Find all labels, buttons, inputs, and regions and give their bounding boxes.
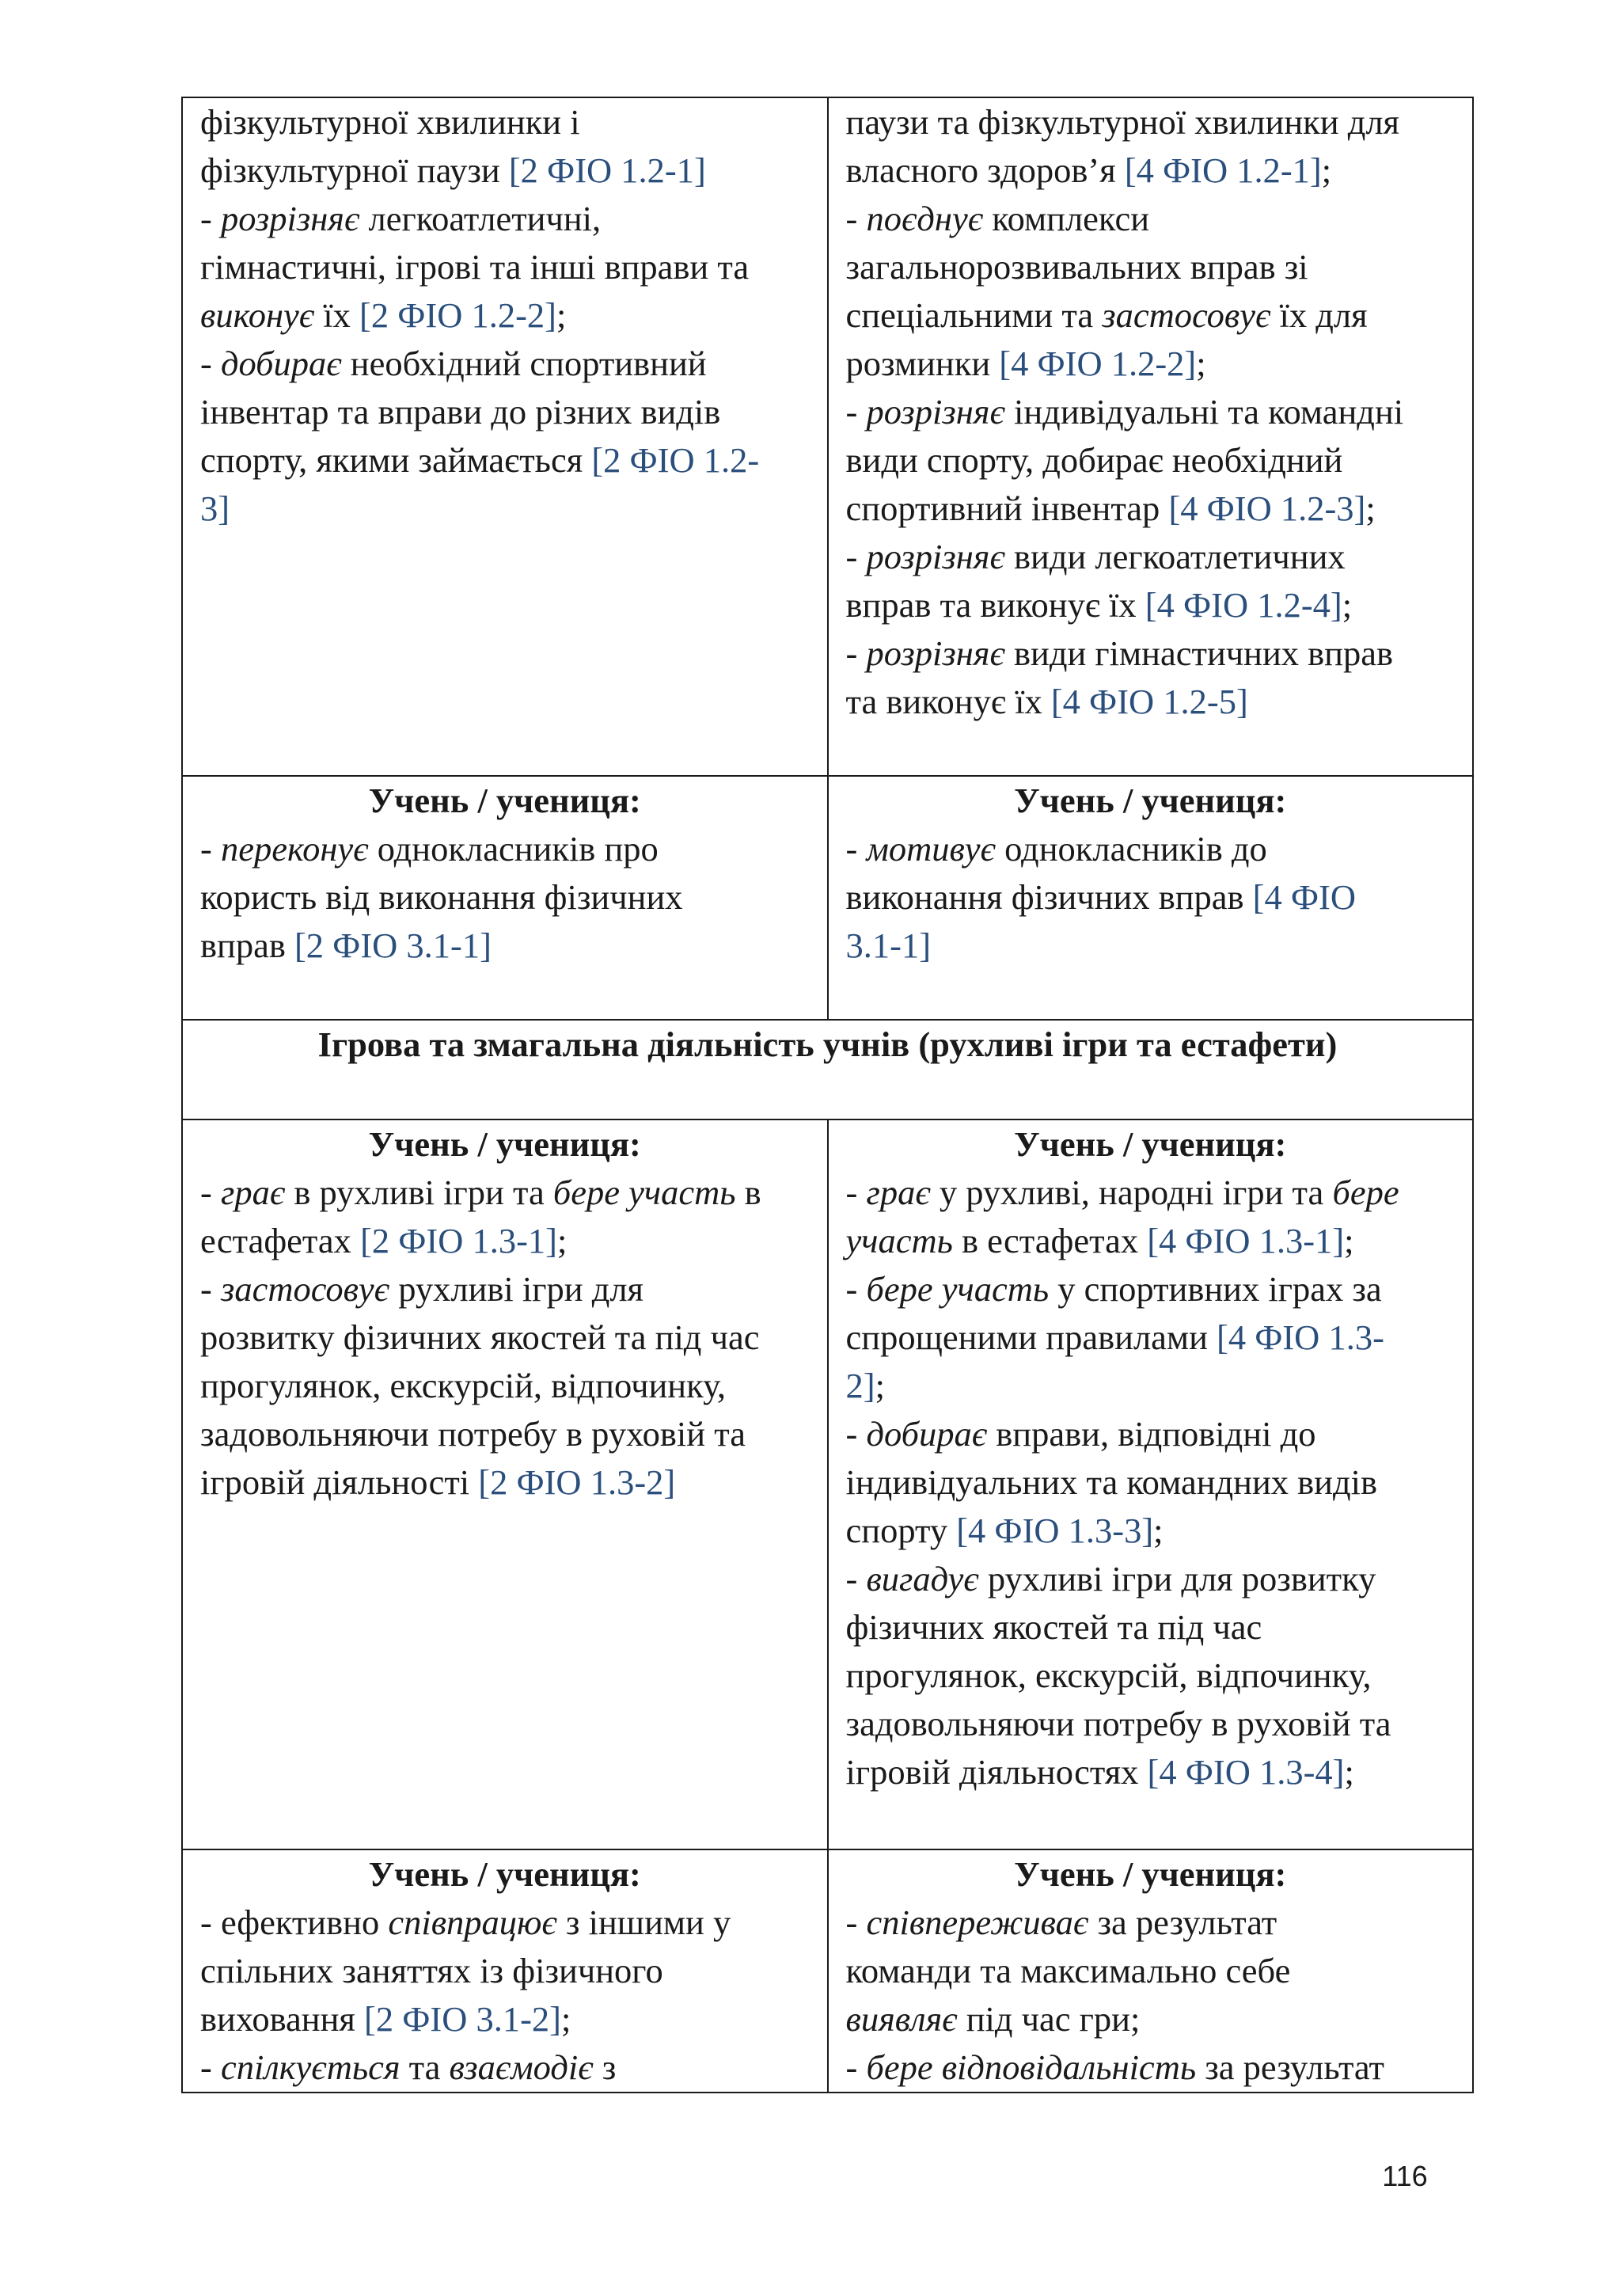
text-line [200,1362,810,1410]
text-span: - [200,1269,221,1309]
emphasized-verb: грає [866,1173,931,1212]
text-line [846,581,1456,629]
text-line [846,436,1456,485]
reference-code: [2 ФІО 1.3-2] [478,1462,676,1502]
text-line [200,243,810,291]
text-span: ; [1342,585,1353,625]
table-cell-right [828,1849,1474,2093]
text-line [200,195,810,243]
emphasized-verb: співпереживає [866,1903,1089,1942]
emphasized-verb: участь [845,1221,953,1260]
text-span: Учень / учениця: [368,781,641,820]
emphasized-verb: бере відповідальність [866,2047,1197,2087]
reference-code: [4 ФІО 1.3-3] [956,1511,1154,1550]
text-span: гімнастичні, ігрові та інші вправи та [200,247,750,287]
text-line [846,1748,1456,1796]
text-line [200,1947,810,1995]
text-span: фізичних якостей та під час [845,1607,1262,1647]
text-span: - [200,1173,221,1212]
text-span: рухливі ігри для [389,1269,644,1309]
text-span: спорту, якими займається [200,440,592,480]
emphasized-verb: бере участь [552,1173,736,1212]
emphasized-verb: мотивує [866,829,996,869]
text-span: задовольняючи потребу в руховій та [845,1704,1391,1743]
text-span: спільних заняттях із фізичного [200,1951,663,1990]
text-line [846,146,1456,195]
text-line [200,291,810,340]
text-line [846,533,1456,581]
text-span: з іншими у [556,1903,731,1942]
text-span: Учень / учениця: [1014,1854,1287,1894]
text-line [846,629,1456,678]
text-span: - [200,829,221,869]
text-span: - [845,829,867,869]
text-span: паузи та фізкультурної хвилинки для [845,102,1400,142]
text-span: - [200,199,221,238]
text-line [846,1603,1456,1652]
text-line [846,1313,1456,1362]
text-line [846,1700,1456,1748]
text-span: в рухливі ігри та [285,1173,553,1212]
text-line [846,98,1456,146]
text-span: у спортивних іграх за [1049,1269,1382,1309]
text-span: - [845,633,867,673]
table-cell-left [182,776,828,1020]
emphasized-verb: розрізняє [866,633,1005,673]
text-span: та [400,2047,450,2087]
text-span: індивідуальні та командні [1004,392,1404,431]
text-line [846,1362,1456,1410]
text-line [200,873,810,922]
text-span: їх для [1270,295,1368,335]
text-line [200,825,810,873]
text-span: однокласників про [368,829,659,869]
table-row [182,1849,1473,2093]
reference-code: [2 ФІО 1.2-2] [359,295,556,335]
table-cell-right [828,97,1474,776]
text-line [846,388,1456,436]
text-span: власного здоров’я [845,150,1125,190]
reference-code: [4 ФІО 1.3- [1217,1317,1384,1357]
cell-heading [200,1850,810,1899]
reference-code: 2] [845,1366,875,1405]
emphasized-verb: застосовує [1102,295,1271,335]
text-span: - [845,1414,867,1454]
text-span: Учень / учениця: [368,1854,641,1894]
table-row [182,1119,1473,1849]
emphasized-verb: бере [1332,1173,1399,1212]
text-span: - [845,1173,867,1212]
text-line [200,98,810,146]
text-span: ігровій діяльності [200,1462,479,1502]
text-line [200,1265,810,1313]
table-cell-right [828,776,1474,1020]
table-cell-left [182,1849,828,2093]
reference-code: [2 ФІО 1.2-1] [508,150,706,190]
text-span: - ефективно [200,1903,389,1942]
text-line [846,340,1456,388]
reference-code: [2 ФІО 3.1-2] [364,1999,561,2039]
cell-heading [846,1850,1456,1899]
emphasized-verb: спілкується [220,2047,401,2087]
reference-code: [4 ФІО 1.3-1] [1147,1221,1345,1260]
text-line [846,1555,1456,1603]
text-span: однокласників до [995,829,1267,869]
text-span: команди та максимально себе [845,1951,1291,1990]
text-span: види легкоатлетичних [1004,537,1346,576]
reference-code: [4 ФІО [1252,877,1356,917]
text-line [846,291,1456,340]
text-span: прогулянок, екскурсій, відпочинку, [200,1366,727,1405]
text-line [846,1217,1456,1265]
text-line [200,2043,810,2092]
text-span: - [845,537,867,576]
text-span: з [593,2047,617,2087]
text-line [846,485,1456,533]
text-span: прогулянок, екскурсій, відпочинку, [845,1655,1372,1695]
text-span: під час гри; [957,1999,1141,2039]
text-span: в [735,1173,761,1212]
text-span: загальнорозвивальних вправ зі [845,247,1308,287]
text-line [200,1169,810,1217]
emphasized-verb: виконує [200,295,315,335]
table-cell-left [182,97,828,776]
text-span: естафетах [200,1221,361,1260]
text-line [846,1947,1456,1995]
cell-heading [846,777,1456,825]
text-span: задовольняючи потребу в руховій та [200,1414,746,1454]
emphasized-verb: бере участь [866,1269,1050,1309]
text-span: ; [1196,344,1206,383]
table-cell-right [828,1119,1474,1849]
text-span: Учень / учениця: [1014,781,1287,820]
text-span: розвитку фізичних якостей та під час [200,1317,760,1357]
emphasized-verb: добирає [220,344,342,383]
text-span: їх [314,295,360,335]
table-body [182,97,1473,2093]
reference-code: [4 ФІО 1.2-5] [1050,682,1248,721]
text-line [846,1410,1456,1458]
text-span: ; [1153,1511,1164,1550]
emphasized-verb: застосовує [220,1269,390,1309]
text-span: ; [1365,488,1376,528]
text-line [200,1458,810,1507]
emphasized-verb: поєднує [866,199,984,238]
text-span: - [845,199,867,238]
text-span: рухливі ігри для розвитку [978,1559,1376,1598]
reference-code: [4 ФІО 1.2-3] [1168,488,1366,528]
text-span: види спорту, добирає необхідний [845,440,1343,480]
text-span: та виконує їх [845,682,1051,721]
emphasized-verb: переконує [220,829,369,869]
text-span: спортивний інвентар [845,488,1169,528]
text-span: спрощеними правилами [845,1317,1217,1357]
reference-code: [4 ФІО 1.2-4] [1145,585,1342,625]
emphasized-verb: грає [220,1173,286,1212]
text-line [846,825,1456,873]
text-line [846,1265,1456,1313]
text-span: - [845,392,867,431]
text-span: спеціальними та [845,295,1103,335]
section-heading: Ігрова та змагальна діяльність учнів (рухливі ігри та естафети) [182,1020,1473,1119]
text-span: види гімнастичних вправ [1004,633,1393,673]
text-span: фізкультурної хвилинки і [200,102,580,142]
table-row [182,776,1473,1020]
reference-code: [2 ФІО 1.2- [591,440,760,480]
text-span: Учень / учениця: [368,1124,641,1164]
emphasized-verb: вигадує [866,1559,979,1598]
text-span: Учень / учениця: [1014,1124,1287,1164]
text-span: - [845,1269,867,1309]
emphasized-verb: взаємодіє [449,2047,594,2087]
cell-heading [200,1120,810,1169]
text-span: вправ [200,926,294,965]
text-line [200,436,810,485]
reference-code: [4 ФІО 1.3-4] [1147,1752,1345,1792]
text-line [846,922,1456,970]
cell-heading [200,777,810,825]
text-line [846,1169,1456,1217]
emphasized-verb: розрізняє [866,392,1005,431]
text-span: у рухливі, народні ігри та [930,1173,1333,1212]
text-span: ; [1344,1752,1354,1792]
text-span: за результат [1196,2047,1384,2087]
page-number: 116 [1382,2160,1428,2192]
reference-code: 3.1-1] [845,926,932,965]
text-line [200,1995,810,2043]
text-span: за результат [1088,1903,1277,1942]
text-span: фізкультурної паузи [200,150,509,190]
text-span: легкоатлетичні, [359,199,602,238]
text-span: - [845,1903,867,1942]
text-span: вправи, відповідні до [987,1414,1316,1454]
text-span: - [845,2047,867,2087]
text-span: ігровій діяльностях [845,1752,1148,1792]
reference-code: [2 ФІО 3.1-1] [294,926,492,965]
reference-code: [2 ФІО 1.3-1] [360,1221,558,1260]
text-span: ; [557,1221,568,1260]
text-span: виконання фізичних вправ [845,877,1253,917]
text-line [846,195,1456,243]
emphasized-verb: розрізняє [220,199,360,238]
text-span: розминки [845,344,1000,383]
table-row [182,1020,1473,1119]
text-line [200,1217,810,1265]
text-span: вправ та виконує їх [845,585,1145,625]
table-cell-left [182,1119,828,1849]
text-line [846,1458,1456,1507]
text-line [200,922,810,970]
text-line [846,678,1456,726]
text-line [200,1410,810,1458]
text-line [200,388,810,436]
text-line [846,873,1456,922]
text-span: ; [875,1366,885,1405]
text-line [200,485,810,533]
emphasized-verb: добирає [866,1414,988,1454]
text-span: виховання [200,1999,365,2039]
reference-code: [4 ФІО 1.2-2] [999,344,1197,383]
text-span: спорту [845,1511,957,1550]
text-span: - [200,344,221,383]
emphasized-verb: виявляє [845,1999,958,2039]
text-span: ; [556,295,567,335]
curriculum-table [181,97,1474,2093]
text-line [846,2043,1456,2092]
text-line [200,146,810,195]
text-span: - [200,2047,221,2087]
text-span: ; [1344,1221,1354,1260]
cell-heading [846,1120,1456,1169]
text-span: в естафетах [952,1221,1148,1260]
text-line [846,1507,1456,1555]
text-line [846,243,1456,291]
text-line [200,1313,810,1362]
text-line [846,1652,1456,1700]
text-span: комплекси [983,199,1150,238]
table-row [182,97,1473,776]
emphasized-verb: розрізняє [866,537,1005,576]
text-line [846,1899,1456,1947]
text-span: ; [1321,150,1332,190]
reference-code: [4 ФІО 1.2-1] [1124,150,1322,190]
reference-code: 3] [200,488,230,528]
emphasized-verb: співпрацює [388,1903,557,1942]
text-span: індивідуальних та командних видів [845,1462,1377,1502]
text-span: ; [560,1999,571,2039]
text-line [200,340,810,388]
text-span: користь від виконання фізичних [200,877,683,917]
text-line [846,1995,1456,2043]
text-line [200,1899,810,1947]
text-span: необхідний спортивний [341,344,707,383]
text-span: - [845,1559,867,1598]
text-span: інвентар та вправи до різних видів [200,392,721,431]
